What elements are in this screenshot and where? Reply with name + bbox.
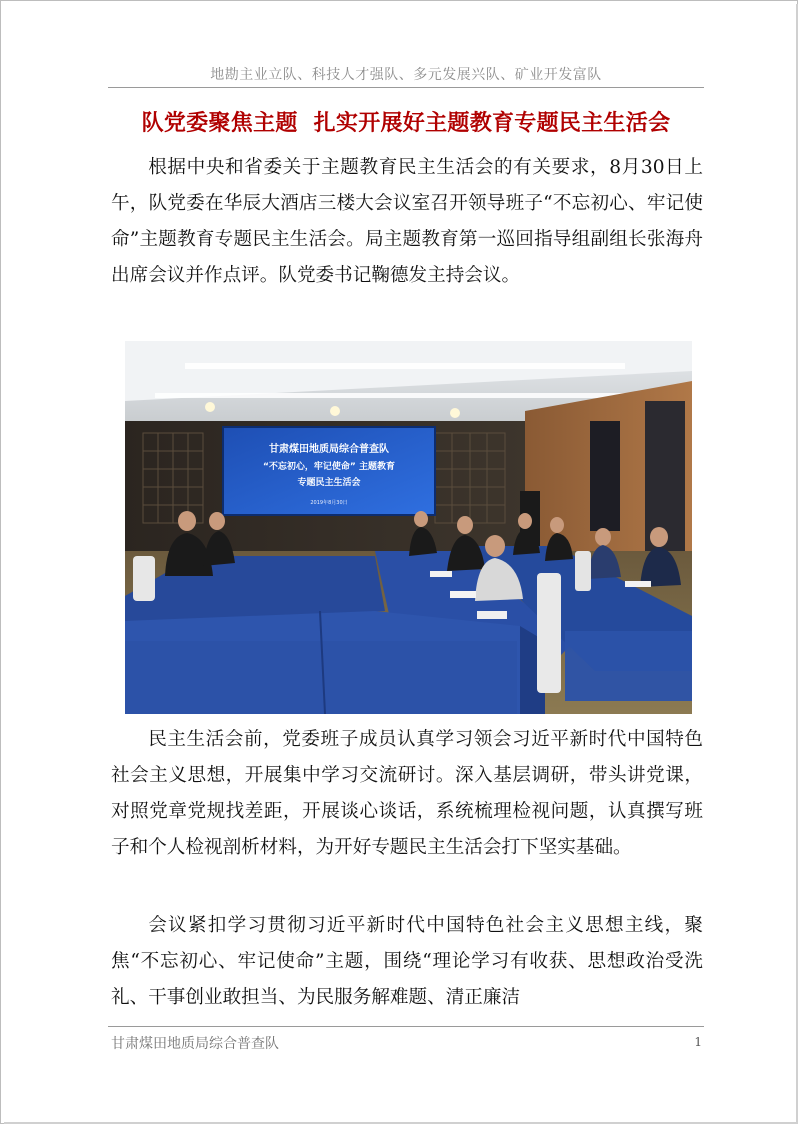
footer-divider: [108, 1026, 704, 1027]
page-header: 地勘主业立队、科技人才强队、多元发展兴队、矿业开发富队: [210, 67, 602, 83]
screen-line-2: “不忘初心，牢记使命” 主题教育: [263, 462, 395, 472]
screen-line-1: 甘肃煤田地质局综合普查队: [269, 444, 389, 455]
footer-organization: 甘肃煤田地质局综合普查队: [111, 1036, 279, 1052]
paragraph: 会议紧扣学习贯彻习近平新时代中国特色社会主义思想主线，聚焦“不忘初心、牢记使命”主题，围绕“理论学习有收获、思想政治受洗礼、干事创业敢担当、为民服务解难题、清正廉洁: [111, 915, 703, 1008]
header-divider: [108, 87, 704, 88]
meeting-photo: [125, 341, 692, 714]
paragraph: 根据中央和省委关于主题教育民主生活会的有关要求，8月30日上午，队党委在华辰大酒店三楼大会议室召开领导班子“不忘初心、牢记使命”主题教育专题民主生活会。局主题教育第一巡回指导组副组长张海舟出席会议并作点评。队党委书记鞠德发主持会议。: [111, 157, 703, 286]
screen-line-3: 专题民主生活会: [297, 478, 361, 488]
article-title: 队党委聚焦主题 扎实开展好主题教育专题民主生活会: [141, 111, 671, 136]
page-number: 1: [694, 1035, 702, 1049]
screen-date: 2019年8月30日: [310, 500, 348, 506]
paragraph: 民主生活会前，党委班子成员认真学习领会习近平新时代中国特色社会主义思想，开展集中学习交流研讨。深入基层调研，带头讲党课，对照党章党规找差距，开展谈心谈话，系统梳理检视问题，认真撰写班子和个人检视剖析材料，为开好专题民主生活会打下坚实基础。: [111, 729, 703, 858]
